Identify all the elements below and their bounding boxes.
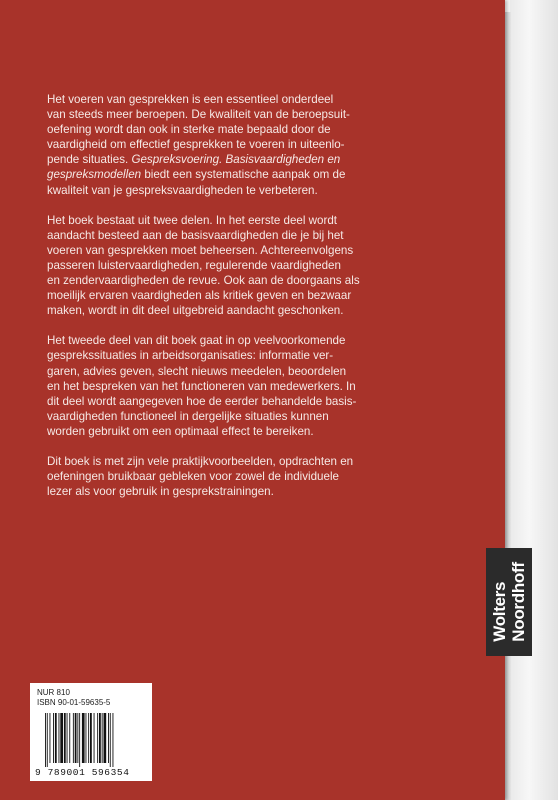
barcode-bar [53,713,54,763]
barcode-bar [59,713,60,763]
blurb-p1-intro: Het voeren van gesprekken is een essentieel onderdeel van steeds meer beroepen. De kwaliteit van de beroepsuit- oefening wordt dan ook in sterke mate bepaald door de vaardigheid om effectief gesprekken te voeren in uiteenlo- pende situaties. [47,93,350,167]
barcode-bar [79,713,80,767]
barcode-panel [30,683,152,781]
barcode-digits: 9 789001 596354 [35,767,130,778]
publisher-line-2: Noordhoff [509,562,528,642]
barcode-bar [67,713,68,763]
barcode-bar [47,713,48,767]
barcode-bar [60,713,63,763]
blurb-paragraph-4: Dit boek is met zijn vele praktijkvoorbeelden, opdrachten en oefeningen bruikbaar gebleken voor zowel de individuele lezer als voor gebruik in gesprekstrainingen. [47,454,354,499]
publisher-line-1: Wolters [490,581,509,642]
publisher-logo [486,548,532,656]
blurb-paragraph-3: Het tweede deel van dit boek gaat in op veelvoorkomende gesprekssituaties in arbeidsorganisaties: informatie ver- garen, advies geven, slecht nieuws meedelen, beoordelen en het bespreken van het functioneren van medewerkers. In dit deel wordt aangegeven hoe de eerder behandelde basis- vaardigheden functioneel in dergelijke situaties kunnen worden gebruikt om een optimaal effect te bereiken. [47,334,357,438]
barcode-bar [99,713,101,763]
barcode-bar [64,713,66,763]
blurb-paragraph-1 [47,92,472,198]
barcode-bar [77,713,78,763]
barcode-bar [110,713,111,767]
book-spine-background [510,0,558,800]
barcode-bar [104,713,107,763]
barcode-bar [108,713,109,763]
barcode-bar [102,713,103,763]
barcode-bar [82,713,85,763]
blurb-p1-end: biedt een systematische aanpak om de kwaliteit van je gespreksvaardigheden te verbeteren. [47,168,346,197]
barcode-bar [94,713,95,763]
barcode-bar [50,713,51,763]
barcode-bar [86,713,87,763]
barcode-bar [97,713,98,763]
barcode-icon [44,713,140,767]
isbn-number: ISBN 90-01-59635-5 [37,698,111,707]
blurb-text [47,92,472,514]
barcode-info [37,688,110,708]
barcode-bar [113,713,114,767]
book-title-inline: Gespreksvoering. Basisvaardigheden en gespreksmodellen [47,153,341,182]
barcode-bar [90,713,92,763]
blurb-paragraph-2: Het boek bestaat uit twee delen. In het eerste deel wordt aandacht besteed aan de basisvaardigheden die je bij het voeren van gesprekken moet beheersen. Achtereenvolgens passeren luistervaardigheden, regulerende vaardigheden en zendervaardigheden de revue. Ook aan de doorgaans als moeilijk ervaren vaardigheden als kritiek geven en bezwaar maken, wordt in dit deel uitgebreid aandacht geschonken. [47,213,360,318]
publisher-name [490,562,528,641]
barcode-bar [69,713,70,763]
barcode-bar [45,713,46,767]
barcode-bar [88,713,89,763]
barcode-bar [55,713,57,763]
nur-code: NUR 810 [37,688,70,697]
barcode-bar [73,713,74,763]
barcode-bar [75,713,77,763]
